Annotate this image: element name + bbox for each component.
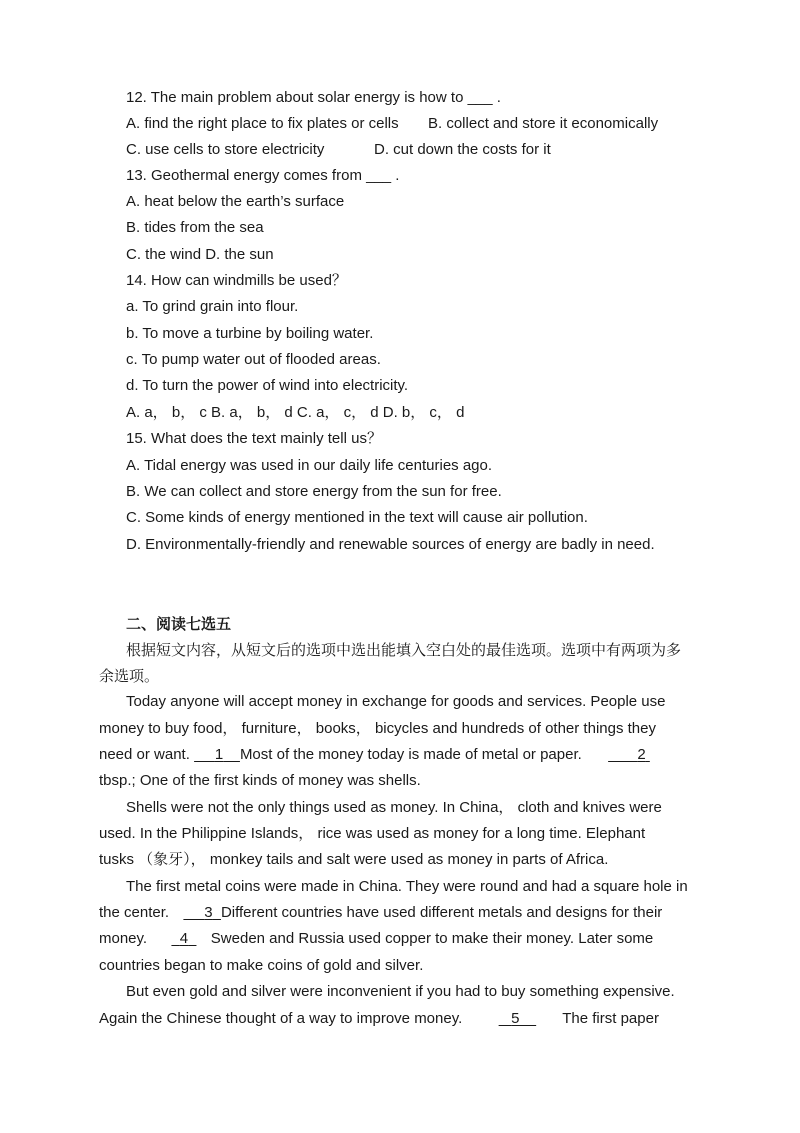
passage-p3-line-4: countries began to make coins of gold and silver. [99, 957, 424, 974]
passage-p3-line-3 [99, 929, 653, 949]
blank-4[interactable] [171, 930, 196, 947]
passage-p3-line-1: The first metal coins were made in China. They were round and had a square hole in [126, 878, 688, 895]
section-title: 二、阅读七选五 [126, 615, 232, 633]
passage-p2-line-2: used. In the Philippine Islands， rice was used as money for a long time. Elephant [99, 825, 646, 842]
passage-p1-line-3 [99, 745, 650, 765]
question-15-stem: 15. What does the text mainly tell us？ [126, 430, 382, 447]
passage-p4-line-2 [99, 1009, 659, 1029]
passage-p3-line-3-text-b: Sweden and Russia used copper to make their money. Later some [210, 930, 654, 947]
question-12-option-c: C. use cells to store electricity [126, 141, 325, 158]
question-14-stem: 14. How can windmills be used？ [126, 272, 347, 289]
blank-3-number: 3 [204, 904, 213, 921]
question-13-option-b: B. tides from the sea [126, 219, 264, 236]
question-12-option-a: A. find the right place to fix plates or cells [126, 115, 399, 132]
question-14-options: A. a， b， c B. a， b， d C. a， c， d D. b， c， d [126, 404, 465, 421]
passage-p1-line-3-text-a: need or want. [99, 746, 190, 763]
passage-p3-line-2-text-b: Different countries have used different metals and designs for their [220, 904, 663, 921]
passage-p1-line-4: tbsp.; One of the first kinds of money was shells. [99, 772, 421, 789]
question-15-option-d: D. Environmentally-friendly and renewable sources of energy are badly in need. [126, 536, 655, 553]
question-15-option-c: C. Some kinds of energy mentioned in the text will cause air pollution. [126, 509, 588, 526]
question-14-item-a: a. To grind grain into flour. [126, 298, 299, 315]
question-14-item-d: d. To turn the power of wind into electricity. [126, 377, 409, 394]
question-13-stem: 13. Geothermal energy comes from ___ . [126, 167, 400, 184]
blank-3[interactable] [183, 904, 221, 921]
blank-1-number: 1 [214, 746, 224, 763]
question-12-stem: 12. The main problem about solar energy is how to ___ . [126, 89, 501, 106]
passage-p4-line-2-text-a: Again the Chinese thought of a way to improve money. [99, 1010, 463, 1027]
passage-p1-line-2: money to buy food， furniture， books， bicycles and hundreds of other things they [99, 720, 656, 737]
question-12-option-d: D. cut down the costs for it [374, 141, 551, 158]
blank-4-number: 4 [179, 930, 189, 947]
blank-1[interactable] [194, 746, 240, 763]
passage-p3-line-2-text-a: the center. [99, 904, 170, 921]
blank-2[interactable] [608, 746, 650, 763]
passage-p2-line-3: tusks （象牙）， monkey tails and salt were used as money in parts of Africa. [99, 851, 609, 868]
passage-p4-line-1: But even gold and silver were inconvenient if you had to buy something expensive. [126, 983, 675, 1000]
question-14-item-b: b. To move a turbine by boiling water. [126, 325, 374, 342]
blank-5-number: 5 [511, 1010, 520, 1027]
question-15-option-b: B. We can collect and store energy from the sun for free. [126, 483, 502, 500]
passage-p3-line-3-text-a: money. [99, 930, 148, 947]
passage-p3-line-2 [99, 903, 662, 923]
blank-5[interactable] [499, 1010, 537, 1027]
question-13-option-cd: C. the wind D. the sun [126, 246, 274, 263]
question-12-option-b: B. collect and store it economically [428, 115, 659, 132]
question-13-option-a: A. heat below the earth’s surface [126, 193, 345, 210]
passage-p2-line-1: Shells were not the only things used as money. In China， cloth and knives were [126, 799, 662, 816]
passage-p1-line-1: Today anyone will accept money in exchange for goods and services. People use [126, 693, 666, 710]
blank-2-number: 2 [637, 746, 646, 763]
question-14-item-c: c. To pump water out of flooded areas. [126, 351, 381, 368]
passage-p4-line-2-text-b: The first paper [562, 1010, 659, 1027]
passage-p1-line-3-text-b: Most of the money today is made of metal or paper. [239, 746, 582, 763]
question-15-option-a: A. Tidal energy was used in our daily life centuries ago. [126, 457, 493, 474]
section-instruction-line-1: 根据短文内容，从短文后的选项中选出能填入空白处的最佳选项。选项中有两项为多 [126, 641, 682, 659]
section-instruction-line-2: 余选项。 [99, 667, 160, 685]
